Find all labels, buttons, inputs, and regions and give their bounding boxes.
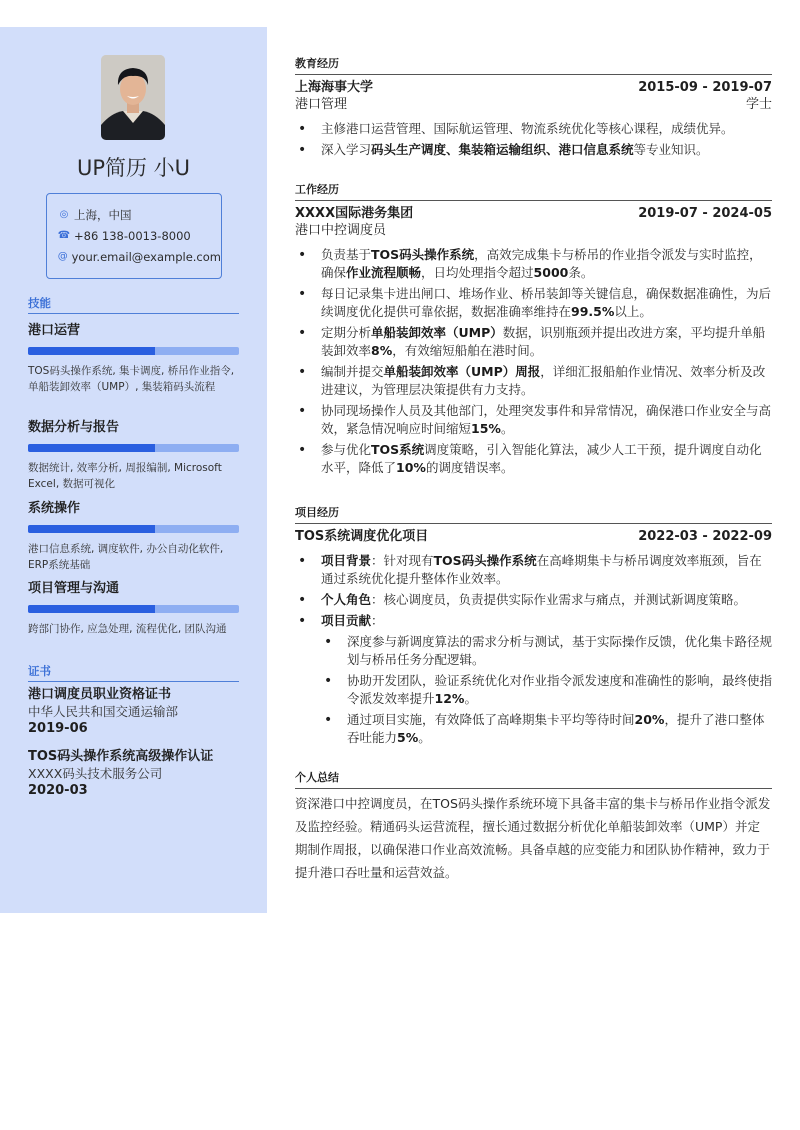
bullet-item: • 项目背景：针对现有TOS码头操作系统在高峰期集卡与桥吊调度效率瓶颈，旨在通过系统优化提升整体作业效率。 xyxy=(295,552,772,588)
certificate-name: TOS码头操作系统高级操作认证 xyxy=(28,749,214,764)
bullet-item: • 个人角色：核心调度员，负责提供实际作业需求与痛点，并测试新调度策略。 xyxy=(295,591,772,609)
sub-bullet-item: • 协助开发团队，验证系统优化对作业指令派发速度和准确性的影响，最终使指令派发效率提升12%。 xyxy=(295,672,772,708)
location-text: 上海，中国 xyxy=(74,207,132,222)
work-header xyxy=(295,205,772,223)
skill-item xyxy=(28,319,239,395)
bullet-item: • 项目贡献： xyxy=(295,612,772,630)
skill-item xyxy=(28,577,239,637)
skill-item xyxy=(28,416,239,492)
phone-icon: ☎ xyxy=(57,230,71,241)
school-name: 上海海事大学 xyxy=(295,80,374,95)
bullet-item: • 编制并提交单船装卸效率（UMP）周报，详细汇报船舶作业情况、效率分析及改进建议，为管理层决策提供有力支持。 xyxy=(295,363,772,399)
profile-name: UP简历 小U xyxy=(76,156,191,180)
bullet-item: • 协同现场操作人员及其他部门，处理突发事件和异常情况，确保港口作业安全与高效，紧急情况响应时间缩短15%。 xyxy=(295,402,772,438)
project-name: TOS系统调度优化项目 xyxy=(295,529,429,544)
sidebar xyxy=(0,27,267,913)
skill-name: 项目管理与沟通 xyxy=(28,581,120,596)
skill-bar-fill xyxy=(28,444,155,452)
certificate-item xyxy=(28,686,248,738)
certificate-item xyxy=(28,748,248,800)
contact-location xyxy=(57,204,221,225)
skills-title: 技能 xyxy=(28,295,239,314)
skill-desc: TOS码头操作系统, 集卡调度, 桥吊作业指令, 单船装卸效率（UMP）, 集装箱码头流程 xyxy=(28,365,235,393)
project-title: 项目经历 xyxy=(295,504,772,524)
bullet-item: • 主修港口运营管理、国际航运管理、物流系统优化等核心课程，成绩优异。 xyxy=(295,120,772,138)
skill-bar-fill xyxy=(28,605,155,613)
profile-photo xyxy=(101,55,165,140)
company-name: XXXX国际港务集团 xyxy=(295,206,414,221)
work-bullets xyxy=(295,246,772,480)
map-pin-icon: ◎ xyxy=(59,209,69,220)
phone-text: +86 138-0013-8000 xyxy=(74,228,191,243)
certificate-date: 2020-03 xyxy=(28,783,88,798)
certificate-issuer: XXXX码头技术服务公司 xyxy=(28,766,163,781)
bullet-item: • 每日记录集卡进出闸口、堆场作业、桥吊装卸等关键信息，确保数据准确性，为后续调度优化提供可靠依据，数据准确率维持在99.5%以上。 xyxy=(295,285,772,321)
bullet-item: • 定期分析单船装卸效率（UMP）数据，识别瓶颈并提出改进方案，平均提升单船装卸效率8%，有效缩短船舶在港时间。 xyxy=(295,324,772,360)
skill-bar xyxy=(28,605,239,613)
contact-phone xyxy=(57,225,221,246)
bullet-item: • 负责基于TOS码头操作系统，高效完成集卡与桥吊的作业指令派发与实时监控，确保作业流程顺畅，日均处理指令超过5000条。 xyxy=(295,246,772,282)
job-role: 港口中控调度员 xyxy=(295,223,387,238)
skill-desc: 数据统计, 效率分析, 周报编制, Microsoft Excel, 数据可视化 xyxy=(28,462,222,490)
certificate-issuer: 中华人民共和国交通运输部 xyxy=(28,704,179,719)
bullet-item: • 参与优化TOS系统调度策略，引入智能化算法，减少人工干预，提升调度自动化水平，降低了10%的调度错误率。 xyxy=(295,441,772,477)
sub-bullet-item: • 深度参与新调度算法的需求分析与测试，基于实际操作反馈，优化集卡路径规划与桥吊任务分配逻辑。 xyxy=(295,633,772,669)
education-header xyxy=(295,79,772,97)
certificate-name: 港口调度员职业资格证书 xyxy=(28,687,172,702)
certificates-title: 证书 xyxy=(28,663,239,682)
bullet-item: • 深入学习码头生产调度、集装箱运输组织、港口信息系统等专业知识。 xyxy=(295,141,772,159)
skill-item xyxy=(28,497,239,573)
certificate-date: 2019-06 xyxy=(28,721,88,736)
education-subheader xyxy=(295,96,772,114)
skill-bar xyxy=(28,444,239,452)
at-icon: @ xyxy=(57,251,68,262)
skill-bar xyxy=(28,525,239,533)
summary-title: 个人总结 xyxy=(295,769,772,789)
summary-text: 资深港口中控调度员，在TOS码头操作系统环境下具备丰富的集卡与桥吊作业指令派发及监控经验。精通码头运营流程，擅长通过数据分析优化单船装卸效率（UMP）并定期制作周报，以确保港口作业高效流畅。具备卓越的应变能力和团队协作精神，致力于提升港口吞吐量和运营效益。 xyxy=(295,796,771,880)
skill-desc: 港口信息系统, 调度软件, 办公自动化软件, ERP系统基础 xyxy=(28,543,224,571)
skill-bar-fill xyxy=(28,525,155,533)
skill-desc: 跨部门协作, 应急处理, 流程优化, 团队沟通 xyxy=(28,623,227,635)
degree: 学士 xyxy=(745,97,772,112)
project-header xyxy=(295,528,772,546)
project-period: 2022-03 - 2022-09 xyxy=(638,529,772,544)
major: 港口管理 xyxy=(295,97,348,112)
contact-email[interactable] xyxy=(57,246,221,267)
skill-bar-fill xyxy=(28,347,155,355)
contact-box xyxy=(46,193,222,279)
education-bullets xyxy=(295,120,772,162)
sub-bullet-item: • 通过项目实施，有效降低了高峰期集卡平均等待时间20%，提升了港口整体吞吐能力5%。 xyxy=(295,711,772,747)
work-subheader xyxy=(295,222,772,240)
skill-name: 系统操作 xyxy=(28,501,81,516)
work-title: 工作经历 xyxy=(295,181,772,201)
skill-name: 港口运营 xyxy=(28,323,81,338)
project-bullets xyxy=(295,552,772,750)
email-link[interactable]: your.email@example.com xyxy=(71,249,221,264)
education-period: 2015-09 - 2019-07 xyxy=(638,80,772,95)
skill-bar xyxy=(28,347,239,355)
work-period: 2019-07 - 2024-05 xyxy=(638,206,772,221)
skill-name: 数据分析与报告 xyxy=(28,420,120,435)
education-title: 教育经历 xyxy=(295,55,772,75)
